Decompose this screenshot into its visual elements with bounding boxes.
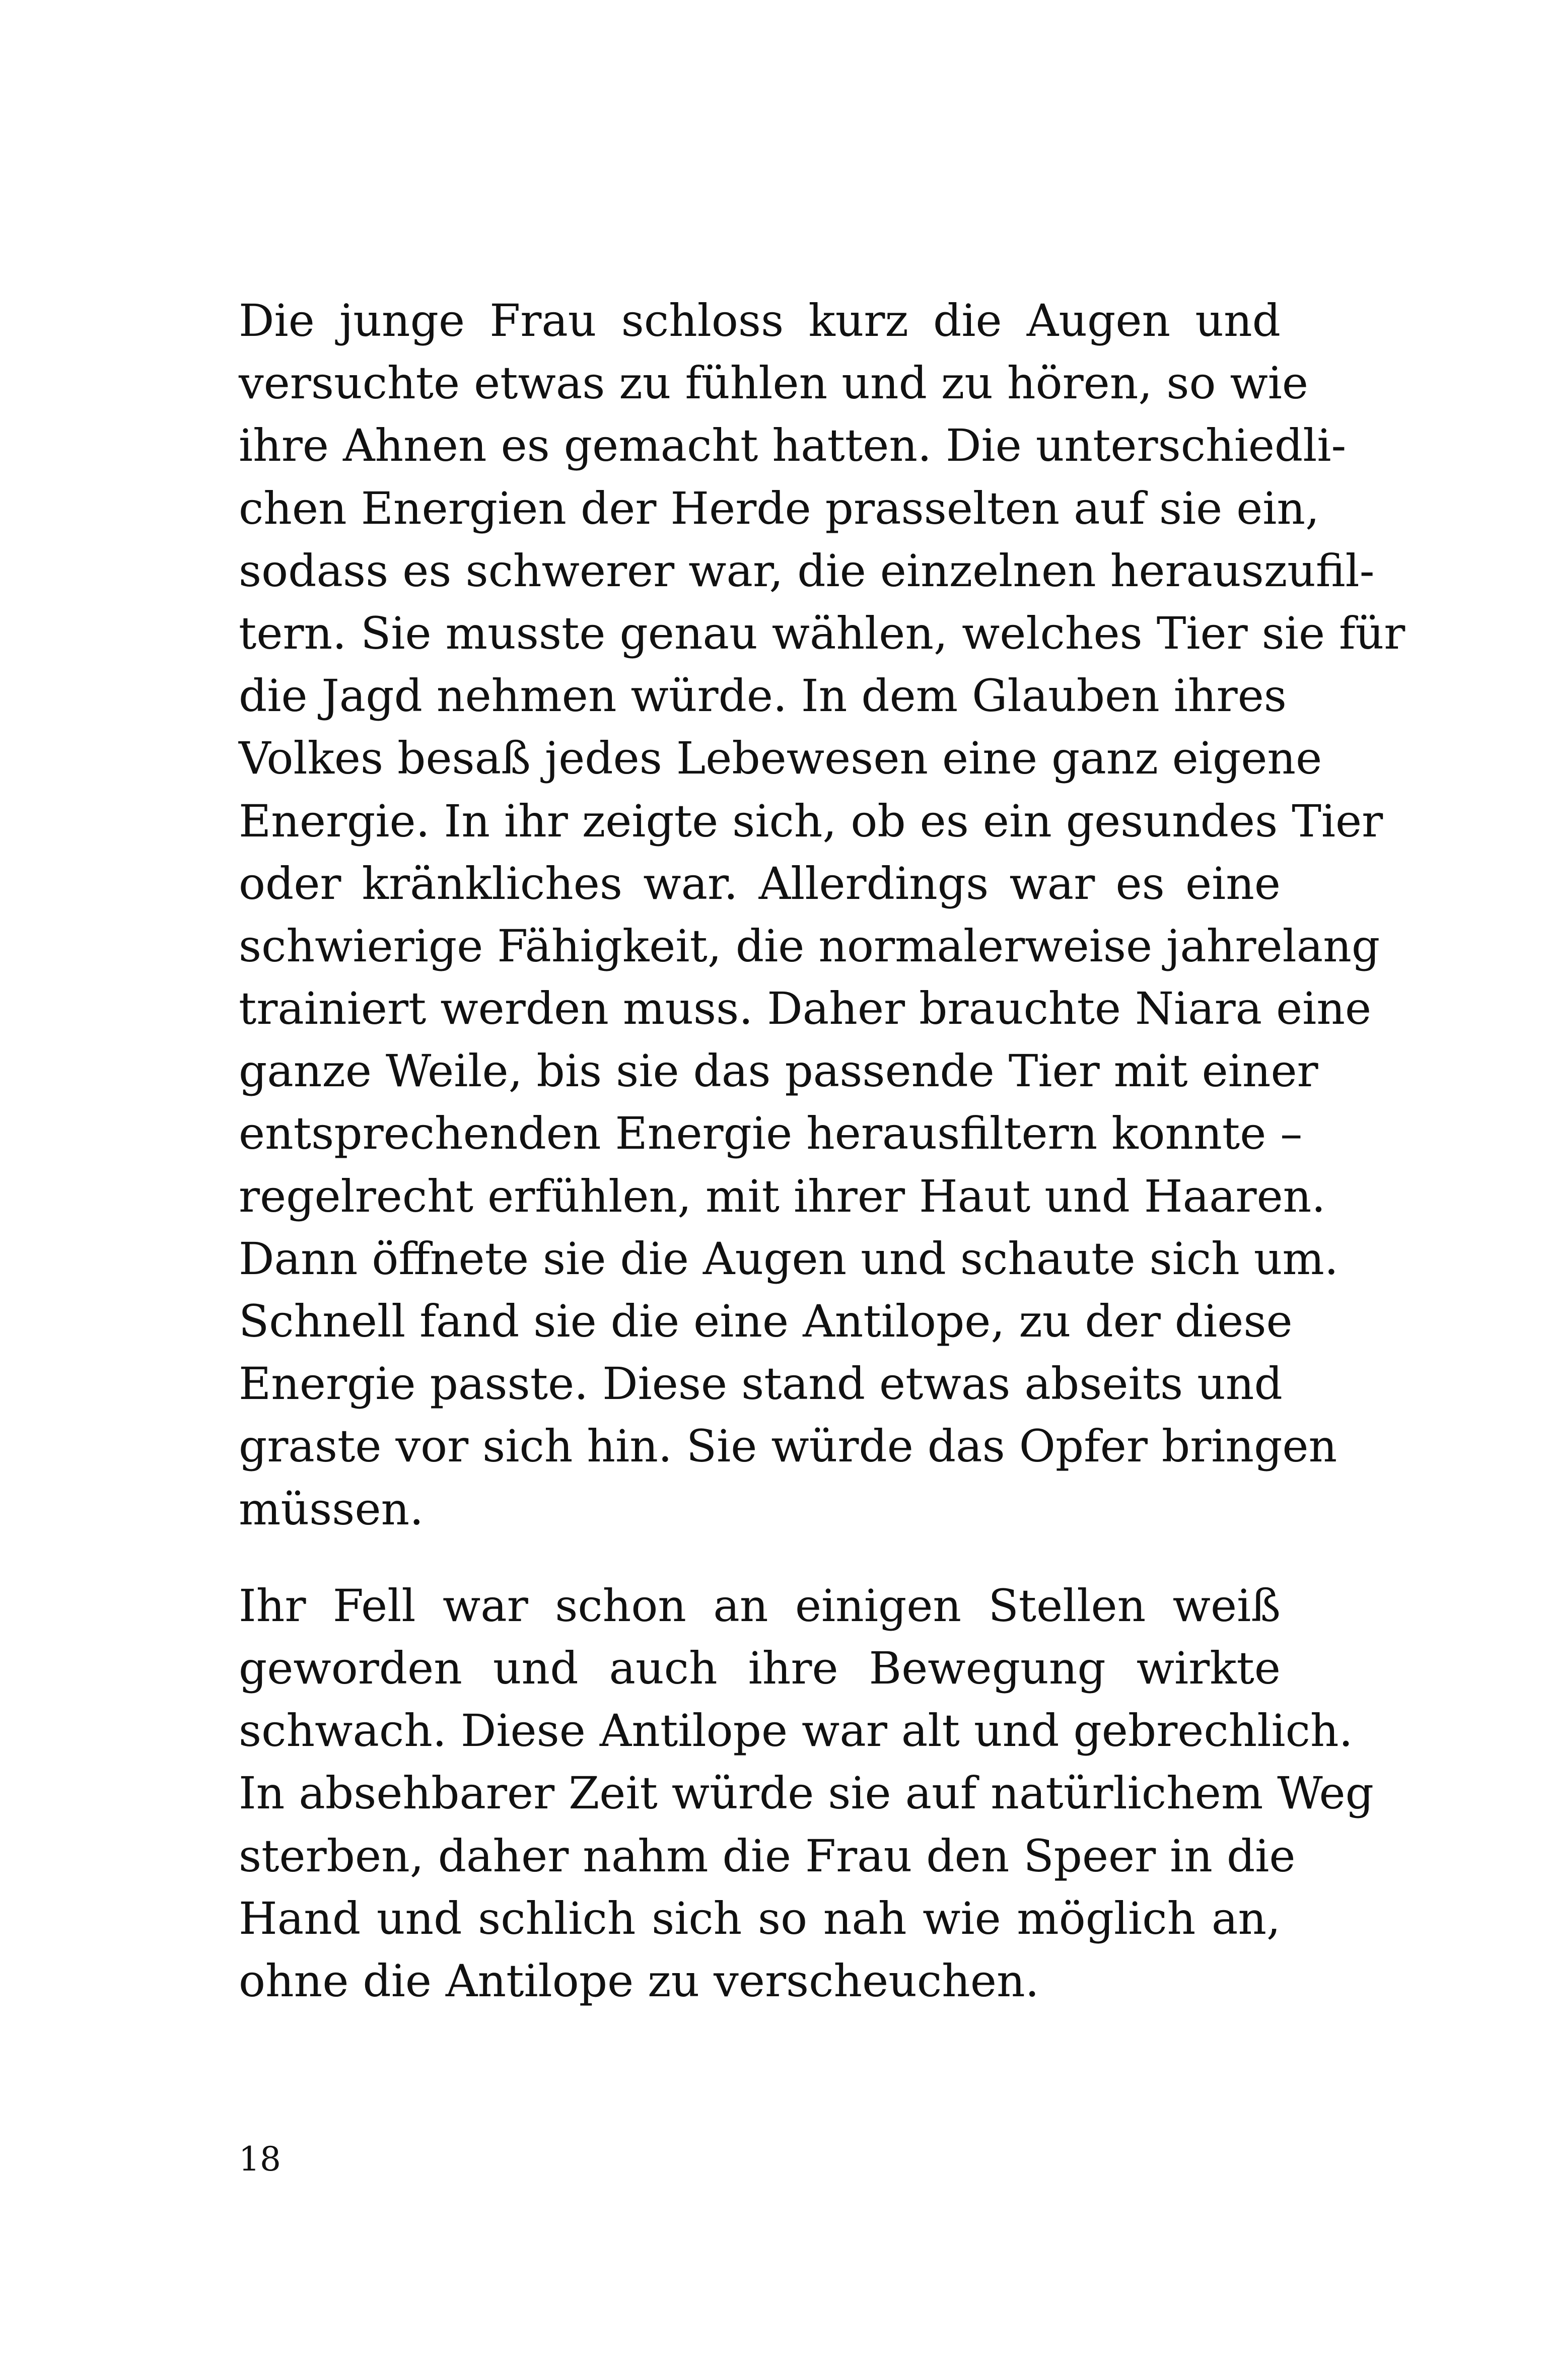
text-line: entsprechenden Energie herausfiltern konnte – — [239, 1107, 1303, 1160]
text-line: ihre Ahnen es gemacht hatten. Die unterschiedli- — [239, 419, 1347, 472]
text-line: versuchte etwas zu fühlen und zu hören, so wie — [239, 357, 1308, 409]
body-text — [239, 290, 1405, 2012]
text-line: Ihr Fell war schon an einigen Stellen weiß — [239, 1579, 1281, 1632]
text-line: tern. Sie musste genau wählen, welches Tier sie für — [239, 607, 1405, 659]
text-line: müssen. — [239, 1483, 424, 1535]
text-line: Volkes besaß jedes Lebewesen eine ganz eigene — [239, 732, 1322, 785]
text-line: trainiert werden muss. Daher brauchte Niara eine — [239, 983, 1372, 1035]
text-line: Energie passte. Diese stand etwas abseits und — [239, 1358, 1283, 1410]
text-line: Die junge Frau schloss kurz die Augen und — [239, 295, 1281, 346]
text-line: Hand und schlich sich so nah wie möglich an, — [239, 1892, 1281, 1944]
paragraph-2 — [239, 1575, 1374, 2012]
text-line: schwierige Fähigkeit, die normalerweise jahrelang — [239, 920, 1380, 972]
text-line: chen Energien der Herde prasselten auf sie ein, — [239, 482, 1320, 534]
text-line: oder kränkliches war. Allerdings war es eine — [239, 857, 1281, 909]
text-line: regelrecht erfühlen, mit ihrer Haut und Haaren. — [239, 1170, 1326, 1222]
text-line: Dann öffnete sie die Augen und schaute sich um. — [239, 1232, 1339, 1285]
text-line: graste vor sich hin. Sie würde das Opfer bringen — [239, 1420, 1337, 1473]
text-line: sterben, daher nahm die Frau den Speer in die — [239, 1830, 1296, 1882]
text-line: ganze Weile, bis sie das passende Tier mit einer — [239, 1045, 1318, 1097]
text-line: sodass es schwerer war, die einzelnen herauszufil- — [239, 544, 1375, 597]
paragraph-1 — [239, 290, 1405, 1541]
text-line: schwach. Diese Antilope war alt und gebrechlich. — [239, 1705, 1353, 1757]
page-number: 18 — [239, 2140, 281, 2179]
paragraph-spacer — [239, 1541, 1281, 1575]
text-line: ohne die Antilope zu verscheuchen. — [239, 1954, 1039, 2007]
text-line: Schnell fand sie die eine Antilope, zu der diese — [239, 1295, 1293, 1347]
text-line: die Jagd nehmen würde. In dem Glauben ihres — [239, 670, 1287, 722]
text-line: Energie. In ihr zeigte sich, ob es ein gesundes Tier — [239, 795, 1383, 847]
text-line: In absehbarer Zeit würde sie auf natürlichem Weg — [239, 1767, 1374, 1819]
text-line: geworden und auch ihre Bewegung wirkte — [239, 1642, 1281, 1694]
